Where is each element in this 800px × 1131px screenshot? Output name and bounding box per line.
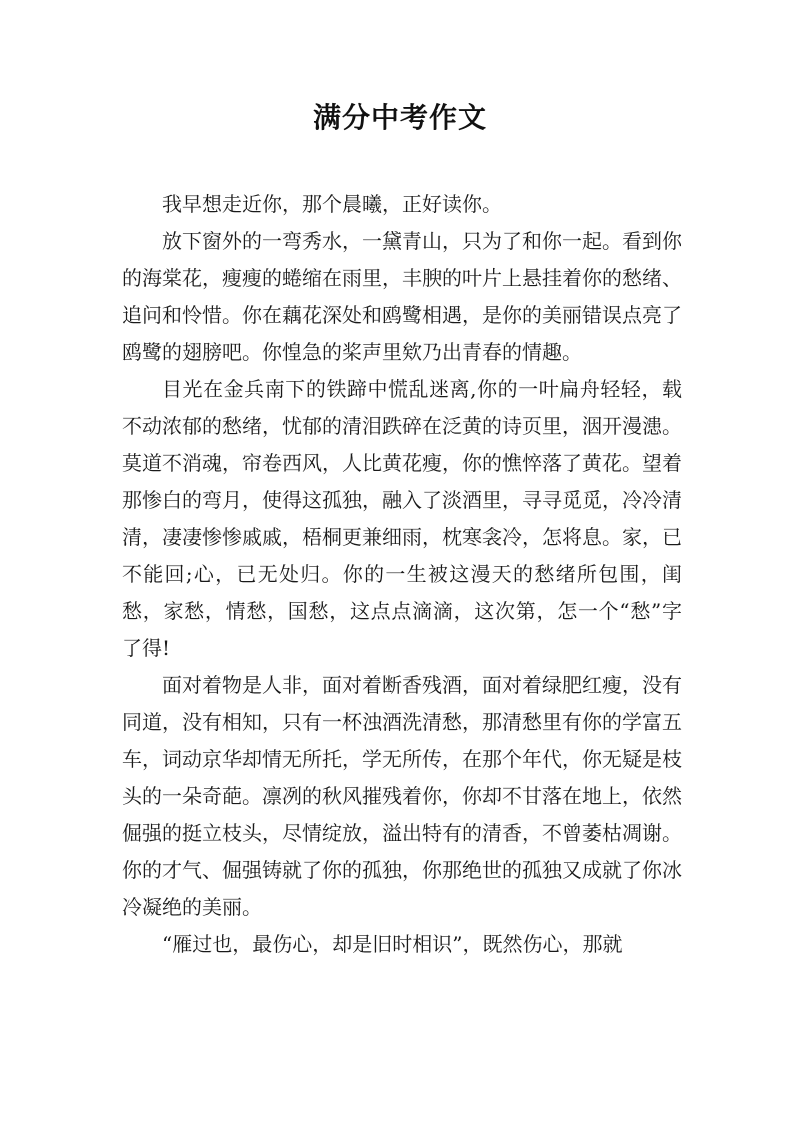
paragraph: 我早想走近你，那个晨曦，正好读你。 (162, 192, 502, 216)
paragraph: “雁过也，最伤心，却是旧时相识”，既然伤心，那就 (162, 932, 623, 956)
document-title: 满分中考作文 (312, 101, 487, 134)
paragraph: 面对着物是人非，面对着断香残酒，面对着绿肥红瘦，没有同道，没有相知，只有一杯浊酒洗清愁，那清愁里有你的学富五车，词动京华却情无所托，学无所传，在那个年代，你无疑是枝头的一朵奇葩。凛冽的秋风摧残着你，你却不甘落在地上，依然倔强的挺立枝头，尽情绽放，溢出特有的清香，不曾萎枯凋谢。你的才气、倔强铸就了你的孤独，你那绝世的孤独又成就了你冰冷凝绝的美丽。 (122, 673, 682, 919)
paragraph: 目光在金兵南下的铁蹄中慌乱迷离,你的一叶扁舟轻轻，载不动浓郁的愁绪，忧郁的清泪跌碎在泛黄的诗页里，洇开漫漶。莫道不消魂，帘卷西风，人比黄花瘦，你的憔悴落了黄花。望着那惨白的弯月，使得这孤独，融入了淡酒里，寻寻觅觅，冷冷清清，凄凄惨惨戚戚，梧桐更兼细雨，枕寒衾冷，怎将息。家，已不能回;心，已无处归。你的一生被这漫天的愁绪所包围，闺愁，家愁，情愁，国愁，这点点滴滴，这次第，怎一个“愁”字了得! (122, 377, 682, 660)
document-body (122, 186, 682, 963)
paragraph: 放下窗外的一弯秀水，一黛青山，只为了和你一起。看到你的海棠花，瘦瘦的蜷缩在雨里，丰腴的叶片上悬挂着你的愁绪、追问和怜惜。你在藕花深处和鸥鹭相遇，是你的美丽错误点亮了鸥鹭的翅膀吧。你惶急的桨声里欸乃出青春的情趣。 (122, 229, 682, 364)
